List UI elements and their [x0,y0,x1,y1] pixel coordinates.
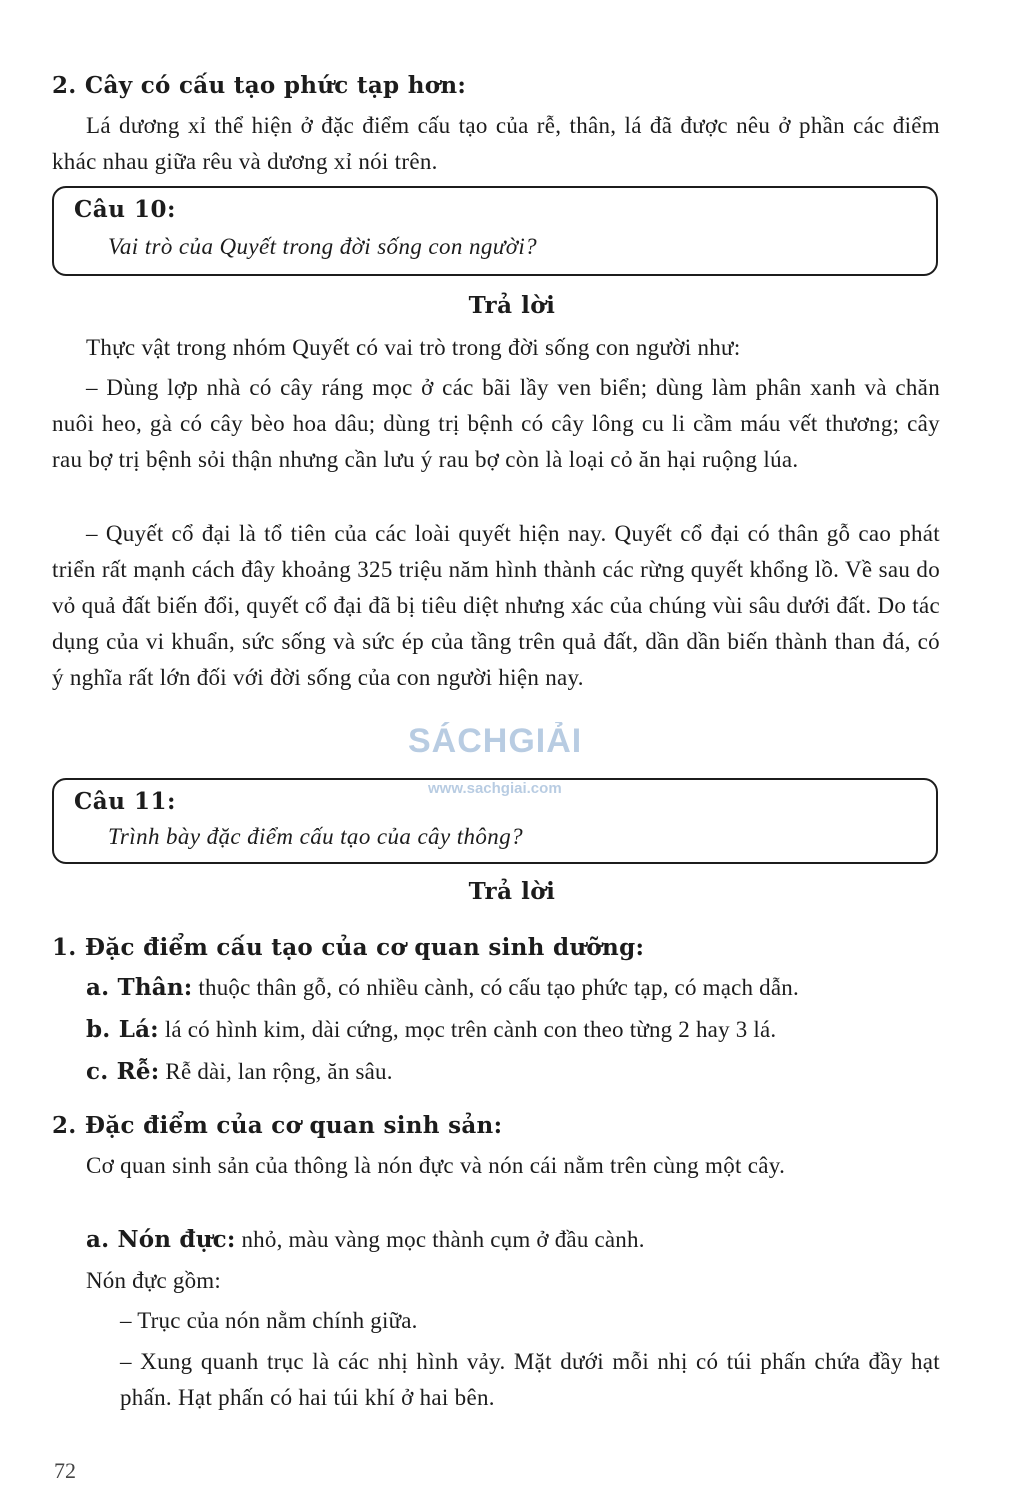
item-text: lá có hình kim, dài cứng, mọc trên cành con theo từng 2 hay 3 lá. [158,1017,777,1042]
item-label: a. Thân: [86,974,193,1001]
subsection-paragraph: Cơ quan sinh sản của thông là nón đực và nón cái nằm trên cùng một cây. [86,1153,786,1178]
sub-intro: Nón đực gồm: [86,1268,221,1293]
subsection-heading: 1. Đặc điểm cấu tạo của cơ quan sinh dưỡng: [52,934,645,961]
answer-bullet: – Dùng lợp nhà có cây ráng mọc ở các bãi lầy ven biển; dùng làm phân xanh và chăn nuôi heo, gà có cây bèo hoa dâu; dùng trị bệnh có cây lông cu li cầm máu vết thương; cây rau bợ trị bệnh sỏi thận nhưng cần lưu ý rau bợ còn là loại cỏ ăn hại ruộng lúa. [52,375,940,472]
question-box [52,778,938,864]
question-box [52,186,938,276]
answer-intro: Thực vật trong nhóm Quyết có vai trò trong đời sống con người như: [86,335,741,360]
answer-bullet: – Quyết cổ đại là tổ tiên của các loài quyết hiện nay. Quyết cổ đại có thân gỗ cao phát triển rất mạnh cách đây khoảng 325 triệu năm hình thành các rừng quyết khổng lồ. Về sau do vỏ quả đất biến đổi, quyết cổ đại đã bị tiêu diệt nhưng xác của chúng vùi sâu dưới đất. Do tác dụng của vi khuẩn, sức sống và sức ép của tầng trên quả đất, dần dần biến thành than đá, có ý nghĩa rất lớn đối với đời sống của con người hiện nay. [52,521,940,690]
question-text: Trình bày đặc điểm cấu tạo của cây thông? [108,824,524,849]
item-label: a. Nón đực: [86,1226,236,1253]
subsection-heading: 2. Đặc điểm của cơ quan sinh sản: [52,1112,503,1139]
answer-title: Trả lời [468,292,556,319]
question-title: Câu 10: [74,196,176,223]
watermark-url: www.sachgiai.com [428,780,562,797]
question-text: Vai trò của Quyết trong đời sống con người? [108,234,538,259]
item-c [86,1058,393,1085]
item-a [86,1226,645,1253]
item-text: thuộc thân gỗ, có nhiều cành, có cấu tạo phức tạp, có mạch dẫn. [192,975,799,1000]
item-b [86,1016,776,1043]
item-text: Rễ dài, lan rộng, ăn sâu. [159,1059,393,1084]
watermark-brand: SÁCHGIẢI [408,722,583,760]
item-label: c. Rễ: [86,1058,160,1085]
question-title: Câu 11: [74,788,176,815]
answer-title: Trả lời [468,878,556,905]
item-a [86,974,799,1001]
item-text: nhỏ, màu vàng mọc thành cụm ở đầu cành. [235,1227,645,1252]
dash-item: – Trục của nón nằm chính giữa. [120,1308,418,1333]
section-paragraph: Lá dương xỉ thể hiện ở đặc điểm cấu tạo của rễ, thân, lá đã được nêu ở phần các điểm khác nhau giữa rêu và dương xỉ nói trên. [52,113,940,174]
section-heading: 2. Cây có cấu tạo phức tạp hơn: [52,72,467,99]
item-label: b. Lá: [86,1016,159,1043]
dash-item: – Xung quanh trục là các nhị hình vảy. Mặt dưới mỗi nhị có túi phấn chứa đầy hạt phấn. Hạt phấn có hai túi khí ở hai bên. [120,1349,940,1410]
page-number: 72 [54,1458,76,1483]
